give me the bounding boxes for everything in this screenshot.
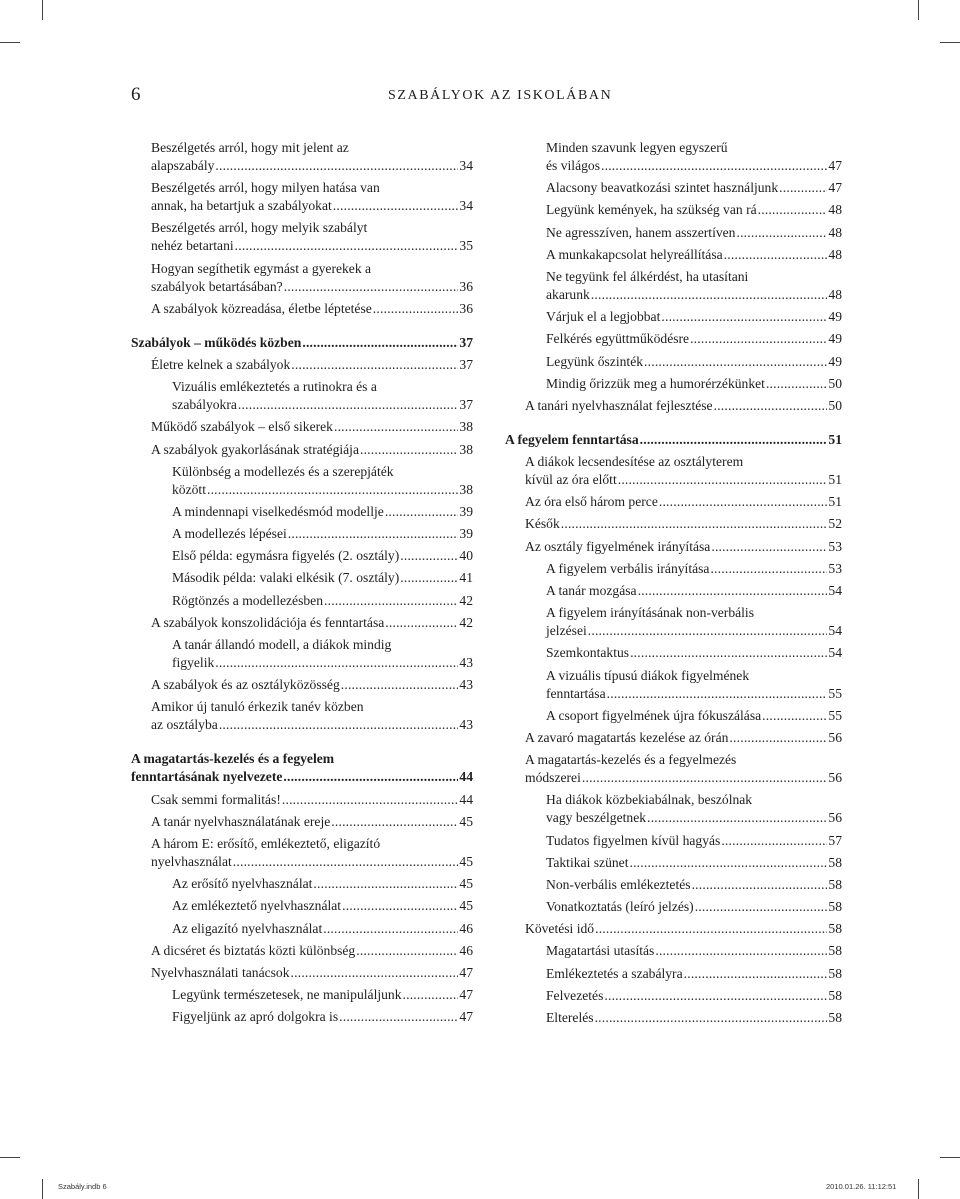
toc-entry-title: Non-verbális emlékeztetés bbox=[546, 876, 691, 892]
toc-entry-title: Csak semmi formalitás! bbox=[151, 791, 281, 807]
toc-entry-title: Első példa: egymásra figyelés (2. osztály) bbox=[172, 548, 400, 564]
toc-page-number: 47 bbox=[828, 158, 842, 173]
toc-entry bbox=[131, 920, 473, 938]
toc-entry-title: A zavaró magatartás kezelése az órán bbox=[525, 729, 729, 745]
toc-page-number: 43 bbox=[459, 655, 473, 670]
toc-entry-title: jelzései bbox=[546, 623, 587, 639]
toc-entry bbox=[131, 179, 473, 215]
dot-leader bbox=[238, 396, 458, 414]
toc-page-number: 35 bbox=[459, 238, 473, 254]
toc-entry-title: figyelik bbox=[172, 655, 215, 670]
dot-leader bbox=[207, 481, 458, 499]
toc-entry-title: A csoport figyelmének újra fókuszálása bbox=[546, 707, 762, 723]
toc-entry bbox=[131, 813, 473, 831]
dot-leader bbox=[360, 441, 458, 459]
dot-leader bbox=[284, 278, 459, 296]
toc-entry bbox=[505, 667, 842, 703]
toc-page-number: 37 bbox=[459, 334, 473, 350]
crop-mark bbox=[940, 42, 960, 43]
toc-page-number: 50 bbox=[828, 375, 842, 391]
toc-entry-title: A fegyelem fenntartása bbox=[505, 431, 639, 447]
toc-page-number: 48 bbox=[828, 286, 842, 302]
toc-entry bbox=[505, 707, 842, 725]
toc-entry-title: A tanári nyelvhasználat fejlesztése bbox=[525, 397, 713, 413]
dot-leader bbox=[219, 716, 459, 734]
dot-leader bbox=[385, 614, 458, 632]
toc-entry-title: alapszabály bbox=[151, 158, 215, 173]
toc-entry bbox=[505, 375, 842, 393]
toc-page-number: 39 bbox=[459, 503, 473, 519]
toc-entry-title: A figyelem verbális irányítása bbox=[546, 560, 710, 576]
toc-entry-title: Amikor új tanuló érkezik tanév közben bbox=[151, 699, 364, 715]
dot-leader bbox=[661, 308, 827, 326]
toc-page-number: 36 bbox=[459, 300, 473, 316]
dot-leader bbox=[342, 897, 458, 915]
toc-page-number: 49 bbox=[828, 309, 842, 325]
toc-page-number: 38 bbox=[459, 441, 473, 457]
toc-entry bbox=[131, 260, 473, 296]
toc-entry bbox=[505, 1009, 842, 1027]
toc-page-number: 43 bbox=[459, 717, 473, 733]
dot-leader bbox=[595, 920, 827, 938]
running-head: SZABÁLYOK AZ ISKOLÁBAN bbox=[388, 88, 613, 103]
dot-leader bbox=[758, 201, 828, 219]
toc-entry-title: nyelvhasználat bbox=[151, 853, 232, 869]
toc-entry-title: Elterelés bbox=[546, 1010, 594, 1025]
toc-entry-title: A magatartás-kezelés és a fegyelem bbox=[131, 751, 335, 767]
toc-page-number: 37 bbox=[459, 397, 473, 413]
toc-page-number: 54 bbox=[828, 623, 842, 639]
toc-entry-title: Alacsony beavatkozási szintet használjunk bbox=[546, 180, 779, 196]
dot-leader bbox=[588, 622, 828, 640]
toc-entry-title: Beszélgetés arról, hogy mit jelent az bbox=[151, 140, 349, 155]
toc-entry-title: A szabályok közreadása, életbe léptetése bbox=[151, 300, 372, 316]
toc-entry-title: Felvezetés bbox=[546, 987, 604, 1003]
dot-leader bbox=[333, 197, 459, 215]
dot-leader bbox=[655, 942, 827, 960]
toc-entry-title: Legyünk természetesek, ne manipuláljunk bbox=[172, 987, 402, 1003]
toc-entry bbox=[505, 920, 842, 938]
toc-entry bbox=[505, 431, 842, 449]
toc-entry bbox=[505, 538, 842, 556]
toc-entry bbox=[131, 300, 473, 318]
toc-page-number: 52 bbox=[828, 516, 842, 532]
toc-entry-title: Szemkontaktus bbox=[546, 645, 630, 661]
toc-entry-title: kívül az óra előtt bbox=[525, 472, 617, 488]
toc-page-number: 44 bbox=[459, 791, 473, 807]
toc-entry-title: Felkérés együttműködésre bbox=[546, 331, 690, 347]
dot-leader bbox=[690, 330, 827, 348]
toc-entry-title: A mindennapi viselkedésmód modellje bbox=[172, 503, 384, 519]
toc-entry-title: annak, ha betartjuk a szabályokat bbox=[151, 198, 332, 214]
toc-entry-title: fenntartása bbox=[546, 685, 606, 701]
dot-leader bbox=[385, 503, 459, 521]
crop-mark bbox=[940, 1157, 960, 1158]
toc-entry bbox=[505, 582, 842, 600]
dot-leader bbox=[692, 876, 828, 894]
toc-entry bbox=[131, 1008, 473, 1026]
toc-page-number: 46 bbox=[459, 920, 473, 936]
toc-entry-title: A munkakapcsolat helyreállítása bbox=[546, 246, 723, 262]
toc-entry bbox=[131, 791, 473, 809]
dot-leader bbox=[291, 964, 459, 982]
toc-entry bbox=[505, 832, 842, 850]
toc-entry bbox=[505, 224, 842, 242]
toc-page-number: 53 bbox=[828, 560, 842, 576]
toc-entry-title: szabályok betartásában? bbox=[151, 278, 283, 294]
toc-entry bbox=[505, 308, 842, 326]
dot-leader bbox=[659, 493, 828, 511]
toc-entry bbox=[131, 835, 473, 871]
toc-entry-title: A tanár állandó modell, a diákok mindig bbox=[172, 637, 392, 652]
toc-entry bbox=[131, 219, 473, 255]
dot-leader bbox=[684, 965, 828, 983]
toc-entry-title: vagy beszélgetnek bbox=[546, 810, 647, 826]
toc-entry-title: Életre kelnek a szabályok bbox=[151, 356, 291, 372]
toc-page-number: 47 bbox=[459, 987, 473, 1003]
toc-entry-title: Az óra első három perce bbox=[525, 494, 658, 510]
toc-page-number: 48 bbox=[828, 202, 842, 218]
toc-entry bbox=[131, 441, 473, 459]
toc-entry-title: A tanár mozgása bbox=[546, 583, 637, 598]
crop-mark bbox=[918, 1179, 919, 1199]
toc-entry bbox=[505, 179, 842, 197]
toc-page-number: 47 bbox=[459, 1009, 473, 1025]
toc-entry bbox=[505, 729, 842, 747]
toc-entry-title: az osztályba bbox=[151, 717, 218, 733]
dot-leader bbox=[630, 644, 827, 662]
toc-page-number: 43 bbox=[459, 677, 473, 693]
dot-leader bbox=[618, 471, 828, 489]
toc-entry bbox=[131, 636, 473, 672]
toc-entry-title: A dicséret és biztatás közti különbség bbox=[151, 942, 356, 958]
toc-entry-title: A három E: erősítő, emlékeztető, eligazító bbox=[151, 835, 381, 851]
toc-entry bbox=[505, 453, 842, 489]
toc-page-number: 58 bbox=[828, 965, 842, 981]
toc-entry-title: A figyelem irányításának non-verbális bbox=[546, 605, 754, 621]
dot-leader bbox=[302, 334, 458, 352]
toc-entry-title: A szabályok és az osztályközösség bbox=[151, 677, 340, 693]
toc-entry bbox=[131, 986, 473, 1004]
toc-entry bbox=[131, 463, 473, 499]
dot-leader bbox=[736, 224, 827, 242]
toc-entry-title: Vonatkoztatás (leíró jelzés) bbox=[546, 899, 694, 915]
crop-mark bbox=[0, 1157, 20, 1158]
toc-page-number: 56 bbox=[828, 770, 842, 786]
toc-entry bbox=[131, 525, 473, 543]
toc-entry bbox=[505, 139, 842, 175]
toc-page-number: 48 bbox=[828, 224, 842, 240]
toc-entry-title: Követési idő bbox=[525, 921, 595, 937]
toc-entry bbox=[131, 418, 473, 436]
toc-entry bbox=[131, 614, 473, 632]
toc-entry-title: Figyeljünk az apró dolgokra is bbox=[172, 1009, 339, 1025]
toc-entry bbox=[505, 644, 842, 662]
toc-entry bbox=[131, 503, 473, 521]
toc-entry bbox=[505, 965, 842, 983]
toc-page-number: 58 bbox=[828, 921, 842, 937]
toc-page-number: 58 bbox=[828, 876, 842, 892]
toc-entry-title: A diákok lecsendesítése az osztályterem bbox=[525, 454, 744, 470]
crop-mark bbox=[42, 0, 43, 20]
toc-page-number: 58 bbox=[828, 899, 842, 915]
toc-page-number: 40 bbox=[459, 548, 473, 564]
dot-leader bbox=[724, 246, 828, 264]
toc-right-column bbox=[505, 139, 842, 1031]
toc-entry bbox=[505, 268, 842, 304]
toc-entry-title: Minden szavunk legyen egyszerű bbox=[546, 140, 728, 155]
toc-page-number: 49 bbox=[828, 331, 842, 347]
dot-leader bbox=[339, 1008, 458, 1026]
toc-entry bbox=[505, 751, 842, 787]
toc-entry bbox=[131, 547, 473, 565]
crop-mark bbox=[0, 42, 20, 43]
toc-entry-title: Késők bbox=[525, 516, 560, 532]
toc-entry bbox=[505, 515, 842, 533]
dot-leader bbox=[595, 1009, 828, 1027]
toc-entry-title: Különbség a modellezés és a szerepjáték bbox=[172, 463, 394, 479]
toc-page-number: 55 bbox=[828, 685, 842, 701]
toc-entry-title: Ha diákok közbekiabálnak, beszólnak bbox=[546, 792, 753, 808]
toc-entry-title: Beszélgetés arról, hogy melyik szabályt bbox=[151, 220, 368, 236]
toc-entry-title: Az emlékeztető nyelvhasználat bbox=[172, 898, 342, 914]
toc-entry bbox=[505, 246, 842, 264]
toc-entry-title: Nyelvhasználati tanácsok bbox=[151, 964, 290, 980]
toc-entry-title: Az eligazító nyelvhasználat bbox=[172, 920, 323, 936]
dot-leader bbox=[711, 538, 827, 556]
toc-page-number: 51 bbox=[828, 494, 842, 510]
toc-entry bbox=[505, 493, 842, 511]
dot-leader bbox=[629, 854, 827, 872]
toc-page-number: 42 bbox=[459, 614, 473, 630]
toc-page-number: 54 bbox=[828, 583, 842, 598]
toc-left-column bbox=[131, 139, 473, 1030]
toc-entry-title: A modellezés lépései bbox=[172, 526, 287, 542]
toc-entry bbox=[131, 698, 473, 734]
dot-leader bbox=[721, 832, 827, 850]
toc-entry-title: Ne tegyünk fel álkérdést, ha utasítani bbox=[546, 268, 749, 284]
dot-leader bbox=[215, 157, 458, 175]
toc-entry-title: Hogyan segíthetik egymást a gyerekek a bbox=[151, 260, 372, 276]
toc-entry-title: Legyünk kemények, ha szükség van rá bbox=[546, 202, 757, 218]
dot-leader bbox=[215, 654, 458, 672]
toc-entry-title: módszerei bbox=[525, 770, 581, 786]
page-number: 6 bbox=[131, 84, 141, 105]
toc-page-number: 44 bbox=[459, 769, 473, 785]
toc-entry-title: Szabályok – működés közben bbox=[131, 334, 302, 350]
dot-leader bbox=[356, 942, 458, 960]
dot-leader bbox=[282, 791, 459, 809]
dot-leader bbox=[324, 592, 458, 610]
toc-entry-title: szabályokra bbox=[172, 397, 237, 413]
dot-leader bbox=[235, 237, 459, 255]
toc-page-number: 45 bbox=[459, 898, 473, 914]
dot-leader bbox=[644, 353, 827, 371]
toc-entry bbox=[131, 964, 473, 982]
dot-leader bbox=[779, 179, 827, 197]
toc-entry bbox=[505, 791, 842, 827]
dot-leader bbox=[323, 920, 458, 938]
toc-page-number: 51 bbox=[828, 472, 842, 488]
toc-entry bbox=[131, 750, 473, 786]
toc-entry-title: Második példa: valaki elkésik (7. osztály) bbox=[172, 570, 400, 586]
toc-entry bbox=[505, 560, 842, 578]
toc-entry-title: Beszélgetés arról, hogy milyen hatása van bbox=[151, 180, 380, 196]
crop-mark bbox=[42, 1179, 43, 1199]
toc-page-number: 47 bbox=[828, 180, 842, 196]
toc-page-number: 56 bbox=[828, 810, 842, 826]
toc-entry-title: és világos bbox=[546, 158, 600, 173]
dot-leader bbox=[291, 356, 458, 374]
dot-leader bbox=[373, 300, 459, 318]
toc-page-number: 45 bbox=[459, 813, 473, 829]
toc-entry-title: A szabályok gyakorlásának stratégiája bbox=[151, 441, 359, 457]
toc-page-number: 49 bbox=[828, 353, 842, 369]
toc-entry-title: Magatartási utasítás bbox=[546, 943, 655, 959]
toc-entry bbox=[131, 378, 473, 414]
toc-page-number: 38 bbox=[459, 481, 473, 497]
toc-page-number: 57 bbox=[828, 832, 842, 848]
toc-entry bbox=[131, 897, 473, 915]
toc-page-number: 54 bbox=[828, 645, 842, 661]
toc-page-number: 53 bbox=[828, 538, 842, 554]
toc-page-number: 48 bbox=[828, 246, 842, 262]
toc-page-number: 50 bbox=[828, 397, 842, 413]
toc-entry bbox=[131, 334, 473, 352]
dot-leader bbox=[400, 569, 458, 587]
dot-leader bbox=[601, 157, 827, 175]
toc-entry-title: nehéz betartani bbox=[151, 238, 234, 254]
toc-entry bbox=[505, 330, 842, 348]
toc-entry-title: A szabályok konszolidációja és fenntartása bbox=[151, 614, 385, 630]
toc-entry-title: A vizuális típusú diákok figyelmének bbox=[546, 667, 750, 683]
toc-entry-title: Az erősítő nyelvhasználat bbox=[172, 876, 313, 892]
dot-leader bbox=[331, 813, 458, 831]
dot-leader bbox=[313, 875, 458, 893]
toc-entry-title: Rögtönzés a modellezésben bbox=[172, 592, 323, 608]
toc-entry-title: Tudatos figyelmen kívül hagyás bbox=[546, 832, 721, 848]
toc-page-number: 34 bbox=[459, 198, 473, 214]
dot-leader bbox=[591, 286, 828, 304]
toc-entry bbox=[505, 898, 842, 916]
dot-leader bbox=[714, 397, 828, 415]
toc-page-number: 45 bbox=[459, 876, 473, 892]
toc-entry bbox=[505, 201, 842, 219]
toc-page-number: 47 bbox=[459, 964, 473, 980]
toc-entry bbox=[505, 942, 842, 960]
dot-leader bbox=[604, 987, 827, 1005]
toc-page-number: 46 bbox=[459, 942, 473, 958]
dot-leader bbox=[403, 986, 459, 1004]
dot-leader bbox=[729, 729, 827, 747]
toc-entry bbox=[505, 987, 842, 1005]
toc-entry-title: Taktikai szünet bbox=[546, 854, 629, 870]
toc-page-number: 58 bbox=[828, 1010, 842, 1025]
toc-entry-title: Az osztály figyelmének irányítása bbox=[525, 538, 711, 554]
toc-entry-title: Mindig őrizzük meg a humorérzékünket bbox=[546, 375, 765, 391]
toc-entry bbox=[131, 592, 473, 610]
toc-entry-title: Emlékeztetés a szabályra bbox=[546, 965, 683, 981]
footer-timestamp: 2010.01.26. 11:12:51 bbox=[826, 1182, 897, 1191]
toc-entry bbox=[131, 875, 473, 893]
crop-mark bbox=[918, 0, 919, 20]
dot-leader bbox=[640, 431, 828, 449]
toc-page-number: 56 bbox=[828, 729, 842, 745]
toc-entry bbox=[131, 942, 473, 960]
dot-leader bbox=[400, 547, 458, 565]
toc-entry bbox=[131, 356, 473, 374]
toc-entry-title: fenntartásának nyelvezete bbox=[131, 769, 283, 785]
footer-file: Szabály.indb 6 bbox=[58, 1182, 107, 1191]
toc-page-number: 51 bbox=[828, 431, 842, 447]
toc-entry bbox=[131, 676, 473, 694]
page-header bbox=[0, 84, 960, 114]
toc-entry-title: A tanár nyelvhasználatának ereje bbox=[151, 813, 331, 829]
toc-page-number: 34 bbox=[459, 158, 473, 173]
toc-page-number: 36 bbox=[459, 278, 473, 294]
toc-entry-title: Várjuk el a legjobbat bbox=[546, 309, 661, 325]
toc-page-number: 58 bbox=[828, 987, 842, 1003]
toc-entry bbox=[505, 854, 842, 872]
toc-page-number: 37 bbox=[459, 356, 473, 372]
toc-page-number: 55 bbox=[828, 707, 842, 723]
dot-leader bbox=[710, 560, 827, 578]
dot-leader bbox=[233, 853, 459, 871]
dot-leader bbox=[283, 768, 458, 786]
dot-leader bbox=[766, 375, 827, 393]
dot-leader bbox=[647, 809, 827, 827]
dot-leader bbox=[762, 707, 827, 725]
toc-entry-title: Működő szabályok – első sikerek bbox=[151, 419, 333, 435]
toc-entry-title: Ne agresszíven, hanem asszertíven bbox=[546, 224, 736, 240]
toc-page-number: 42 bbox=[459, 592, 473, 608]
toc-entry bbox=[131, 569, 473, 587]
dot-leader bbox=[582, 769, 828, 787]
dot-leader bbox=[695, 898, 828, 916]
toc-entry-title: között bbox=[172, 481, 206, 497]
dot-leader bbox=[561, 515, 828, 533]
toc-entry bbox=[505, 876, 842, 894]
dot-leader bbox=[288, 525, 459, 543]
toc-entry bbox=[505, 353, 842, 371]
dot-leader bbox=[638, 582, 828, 600]
toc-page-number: 58 bbox=[828, 943, 842, 959]
toc-entry-title: Vizuális emlékeztetés a rutinokra és a bbox=[172, 379, 377, 395]
toc-page-number: 38 bbox=[459, 419, 473, 435]
toc-entry-title: A magatartás-kezelés és a fegyelmezés bbox=[525, 752, 737, 768]
toc-page-number: 39 bbox=[459, 526, 473, 542]
toc-page-number: 41 bbox=[459, 570, 473, 586]
toc-page-number: 58 bbox=[828, 854, 842, 870]
toc-entry bbox=[131, 139, 473, 175]
toc-entry-title: Legyünk őszinték bbox=[546, 353, 644, 369]
dot-leader bbox=[607, 685, 828, 703]
toc-entry bbox=[505, 397, 842, 415]
toc-entry bbox=[505, 604, 842, 640]
toc-entry-title: akarunk bbox=[546, 286, 590, 302]
dot-leader bbox=[334, 418, 458, 436]
dot-leader bbox=[341, 676, 459, 694]
toc-page-number: 45 bbox=[459, 853, 473, 869]
